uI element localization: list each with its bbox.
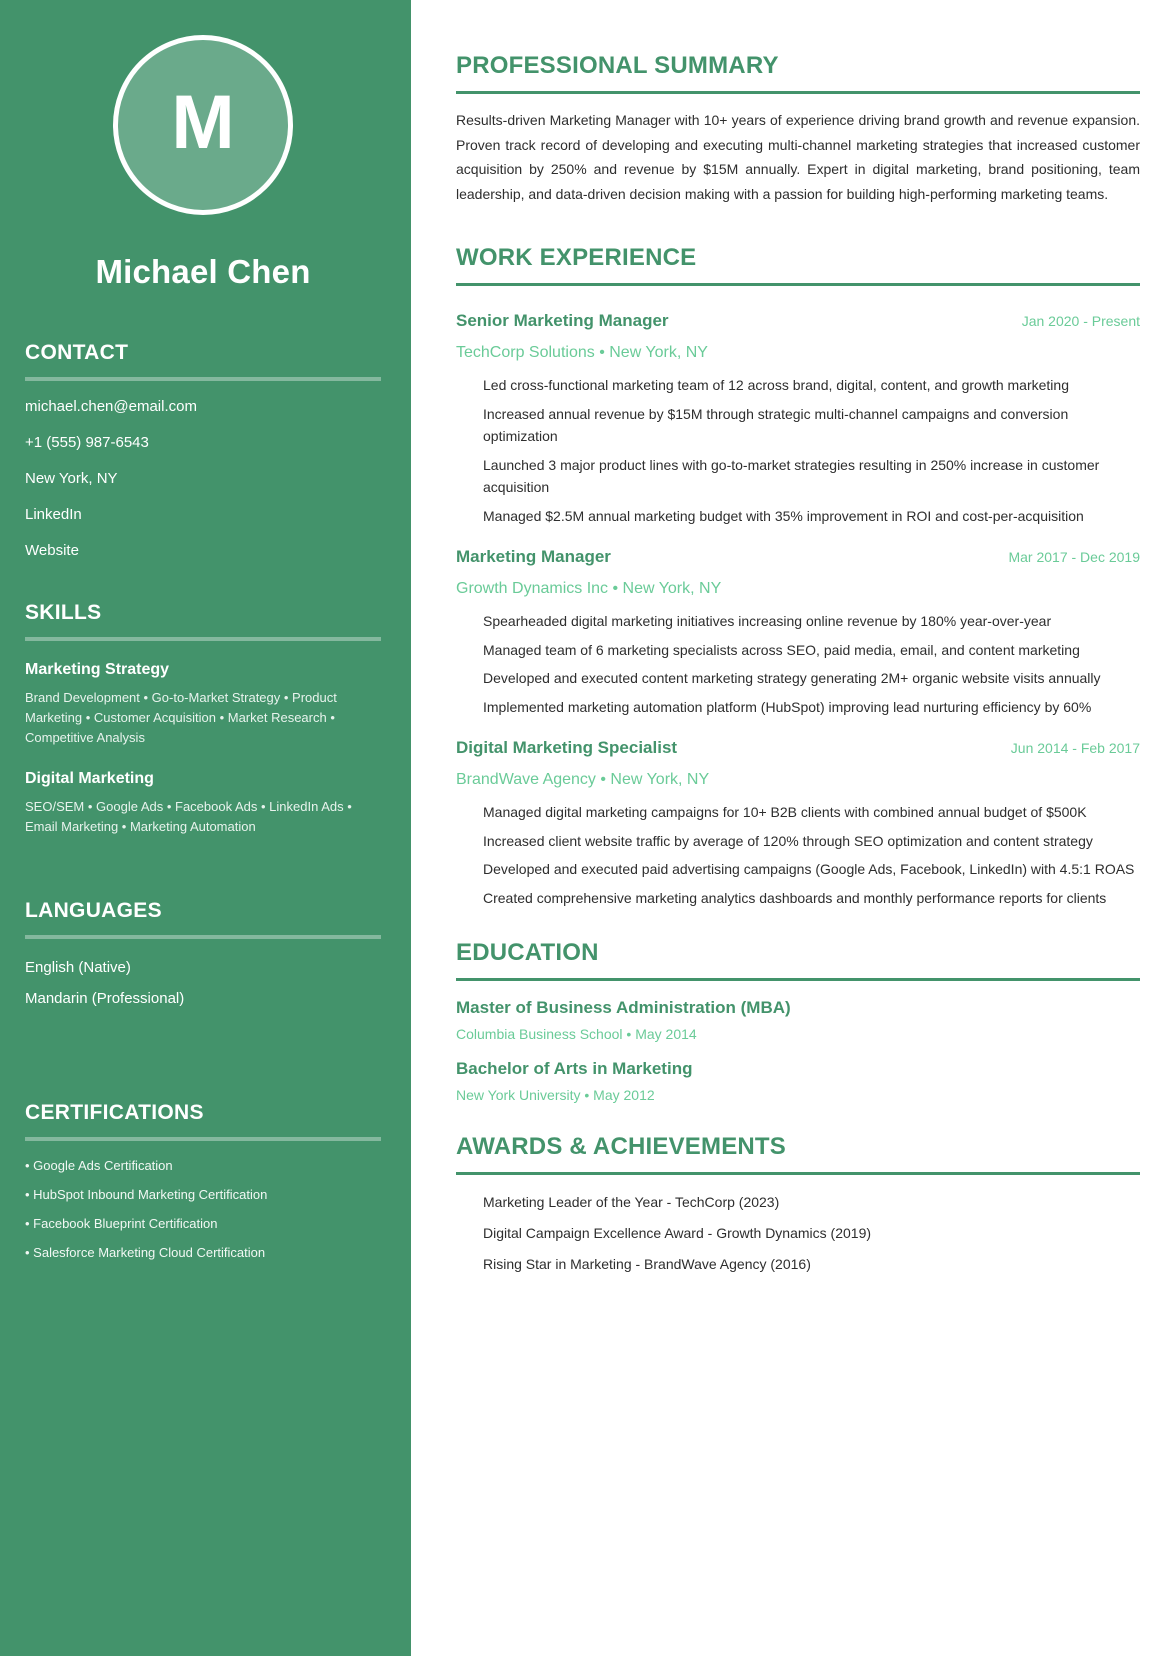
education-meta: Columbia Business School • May 2014 bbox=[456, 1026, 697, 1042]
sidebar bbox=[0, 0, 411, 1656]
job-company: Growth Dynamics Inc • New York, NY bbox=[456, 580, 722, 597]
job-entry bbox=[456, 738, 1140, 909]
job-bullet: Increased client website traffic by average of 120% through SEO optimization and content strategy bbox=[483, 832, 1093, 849]
job-title: Marketing Manager bbox=[456, 547, 611, 566]
awards-title: AWARDS & ACHIEVEMENTS bbox=[456, 1133, 787, 1160]
job-bullet: Increased annual revenue by $15M through strategic multi-channel campaigns and conversion optimization bbox=[483, 405, 1069, 444]
skills-section bbox=[25, 601, 381, 837]
experience-section bbox=[456, 244, 1140, 909]
certification-item: • Salesforce Marketing Cloud Certification bbox=[25, 1245, 266, 1260]
education-meta: New York University • May 2012 bbox=[456, 1087, 655, 1103]
skill-group-title: Digital Marketing bbox=[25, 770, 154, 787]
contact-email[interactable]: michael.chen@email.com bbox=[25, 398, 197, 415]
contact-linkedin-link[interactable]: LinkedIn bbox=[25, 506, 82, 523]
language-item: Mandarin (Professional) bbox=[25, 990, 185, 1007]
avatar-initial: M bbox=[171, 80, 235, 165]
education-entry bbox=[456, 1059, 1140, 1103]
award-item: Digital Campaign Excellence Award - Growth Dynamics (2019) bbox=[483, 1225, 872, 1241]
summary-divider bbox=[456, 91, 1140, 94]
job-bullets bbox=[456, 374, 1140, 527]
job-bullet: Managed team of 6 marketing specialists across SEO, paid media, email, and content marketing bbox=[483, 641, 1080, 658]
contact-phone[interactable]: +1 (555) 987-6543 bbox=[25, 434, 149, 451]
languages-list bbox=[25, 958, 381, 1009]
languages-divider bbox=[25, 935, 381, 939]
job-dates: Jun 2014 - Feb 2017 bbox=[1010, 740, 1140, 756]
experience-divider bbox=[456, 283, 1140, 286]
contact-list bbox=[25, 397, 381, 561]
skill-group-title: Marketing Strategy bbox=[25, 661, 170, 678]
job-bullet: Led cross-functional marketing team of 12 across brand, digital, content, and growth marketing bbox=[483, 377, 1069, 393]
job-bullet: Created comprehensive marketing analytics dashboards and monthly performance reports for clients bbox=[483, 889, 1107, 906]
job-bullet: Launched 3 major product lines with go-to-market strategies resulting in 250% increase in customer acquisition bbox=[483, 456, 1100, 495]
awards-divider bbox=[456, 1172, 1140, 1175]
languages-section bbox=[25, 899, 381, 1009]
awards-section bbox=[456, 1133, 1140, 1274]
experience-title: WORK EXPERIENCE bbox=[456, 244, 697, 271]
skill-group-items: Brand Development • Go-to-Market Strategy • Product Marketing • Customer Acquisition • Market Research • Competitive Analysis bbox=[25, 690, 337, 745]
summary-title: PROFESSIONAL SUMMARY bbox=[456, 52, 779, 79]
education-section bbox=[456, 939, 1140, 1103]
job-dates: Jan 2020 - Present bbox=[1021, 313, 1140, 329]
skill-group bbox=[25, 661, 381, 748]
award-item: Rising Star in Marketing - BrandWave Agency (2016) bbox=[483, 1256, 811, 1272]
job-dates: Mar 2017 - Dec 2019 bbox=[1008, 549, 1140, 565]
job-bullet: Managed $2.5M annual marketing budget with 35% improvement in ROI and cost-per-acquisition bbox=[483, 507, 1084, 524]
job-company: TechCorp Solutions • New York, NY bbox=[456, 344, 708, 361]
job-bullet: Spearheaded digital marketing initiatives increasing online revenue by 180% year-over-year bbox=[483, 613, 1052, 629]
job-entry bbox=[456, 311, 1140, 527]
awards-list bbox=[456, 1192, 1140, 1274]
certification-item: • Facebook Blueprint Certification bbox=[25, 1216, 218, 1231]
skills-divider bbox=[25, 637, 381, 641]
skill-group bbox=[25, 770, 381, 837]
avatar bbox=[113, 35, 293, 215]
contact-section bbox=[25, 341, 381, 561]
education-degree: Bachelor of Arts in Marketing bbox=[456, 1059, 693, 1078]
job-bullet: Developed and executed paid advertising campaigns (Google Ads, Facebook, LinkedIn) with 4.5:1 ROAS bbox=[483, 861, 1135, 877]
certification-item: • HubSpot Inbound Marketing Certification bbox=[25, 1187, 268, 1202]
certifications-title: CERTIFICATIONS bbox=[25, 1101, 204, 1124]
language-item: English (Native) bbox=[25, 959, 131, 976]
certification-item: • Google Ads Certification bbox=[25, 1158, 173, 1173]
avatar-wrapper bbox=[25, 35, 381, 215]
job-header bbox=[456, 547, 1140, 567]
summary-section bbox=[456, 52, 1140, 206]
job-entry bbox=[456, 547, 1140, 718]
job-bullet: Developed and executed content marketing strategy generating 2M+ organic website visits annually bbox=[483, 670, 1101, 686]
job-bullet: Managed digital marketing campaigns for 10+ B2B clients with combined annual budget of $500K bbox=[483, 804, 1087, 820]
education-title: EDUCATION bbox=[456, 939, 599, 966]
contact-website-link[interactable]: Website bbox=[25, 542, 79, 559]
contact-divider bbox=[25, 377, 381, 381]
contact-title: CONTACT bbox=[25, 341, 129, 364]
education-entry bbox=[456, 998, 1140, 1042]
summary-text: Results-driven Marketing Manager with 10+ years of experience driving brand growth and revenue expansion. Proven track record of developing and executing multi-channel marketing strategies that increased customer acquisition by 250% and revenue by $15M annually. Expert in digital marketing, brand positioning, team leadership, and data-driven decision making with a passion for building high-performing marketing teams. bbox=[456, 112, 1140, 202]
job-header bbox=[456, 738, 1140, 758]
main-content bbox=[411, 0, 1166, 1656]
job-bullet: Implemented marketing automation platform (HubSpot) improving lead nurturing efficiency by 60% bbox=[483, 698, 1092, 715]
profile-name: Michael Chen bbox=[95, 253, 311, 290]
job-header bbox=[456, 311, 1140, 331]
skills-title: SKILLS bbox=[25, 601, 102, 624]
certifications-divider bbox=[25, 1137, 381, 1141]
job-title: Digital Marketing Specialist bbox=[456, 738, 678, 757]
certifications-list bbox=[25, 1157, 381, 1262]
job-bullets bbox=[456, 610, 1140, 718]
education-divider bbox=[456, 978, 1140, 981]
languages-title: LANGUAGES bbox=[25, 899, 162, 922]
job-bullets bbox=[456, 801, 1140, 909]
job-title: Senior Marketing Manager bbox=[456, 311, 669, 330]
certifications-section bbox=[25, 1101, 381, 1262]
education-degree: Master of Business Administration (MBA) bbox=[456, 998, 791, 1017]
contact-location: New York, NY bbox=[25, 470, 118, 487]
award-item: Marketing Leader of the Year - TechCorp (2023) bbox=[483, 1194, 780, 1210]
skill-group-items: SEO/SEM • Google Ads • Facebook Ads • LinkedIn Ads • Email Marketing • Marketing Automation bbox=[25, 799, 352, 834]
job-company: BrandWave Agency • New York, NY bbox=[456, 771, 710, 788]
